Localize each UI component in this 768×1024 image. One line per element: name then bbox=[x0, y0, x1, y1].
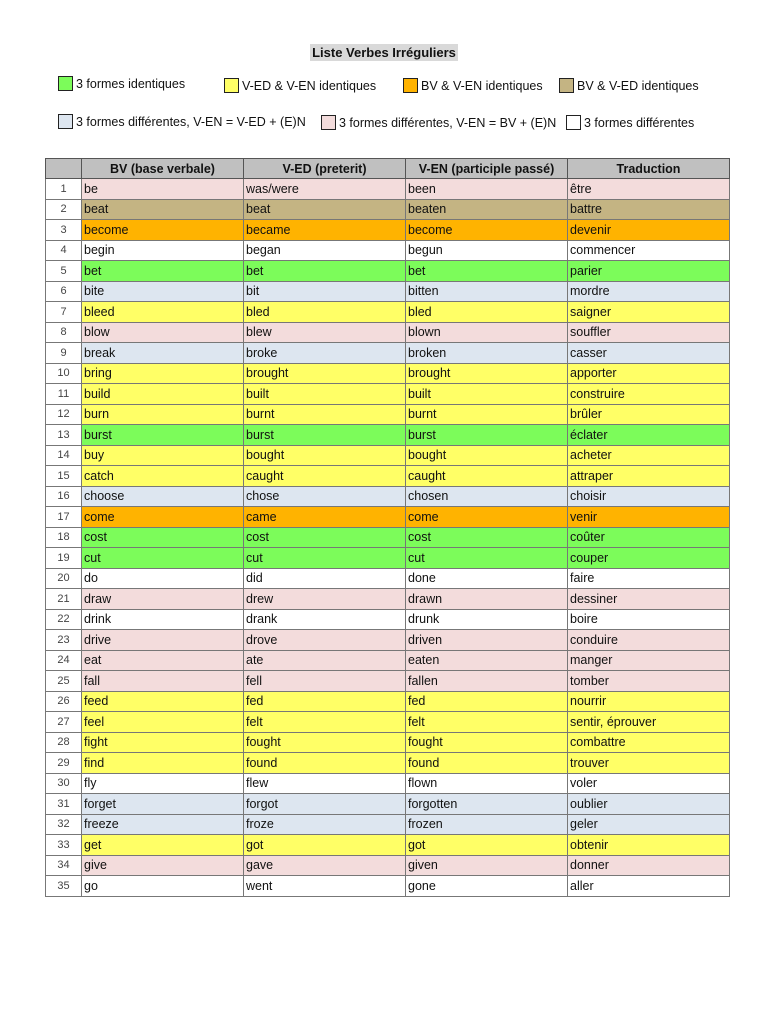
cell-ved: bet bbox=[244, 261, 406, 282]
cell-ven: drawn bbox=[406, 589, 568, 610]
row-number: 26 bbox=[46, 691, 82, 712]
cell-ved: cut bbox=[244, 548, 406, 569]
cell-ved: blew bbox=[244, 322, 406, 343]
page-title bbox=[0, 45, 768, 60]
row-number: 9 bbox=[46, 343, 82, 364]
cell-ven: bled bbox=[406, 302, 568, 323]
row-number: 27 bbox=[46, 712, 82, 733]
cell-bv: blow bbox=[82, 322, 244, 343]
cell-traduction: donner bbox=[568, 855, 730, 876]
table-row bbox=[46, 343, 730, 364]
cell-ven: begun bbox=[406, 240, 568, 261]
cell-bv: bring bbox=[82, 363, 244, 384]
table-row bbox=[46, 609, 730, 630]
cell-ven: flown bbox=[406, 773, 568, 794]
table-row bbox=[46, 363, 730, 384]
cell-ved: burst bbox=[244, 425, 406, 446]
table-row bbox=[46, 814, 730, 835]
row-number: 4 bbox=[46, 240, 82, 261]
cell-bv: burst bbox=[82, 425, 244, 446]
row-number: 1 bbox=[46, 179, 82, 200]
cell-traduction: faire bbox=[568, 568, 730, 589]
cell-ved: chose bbox=[244, 486, 406, 507]
legend-swatch bbox=[224, 78, 239, 93]
cell-ved: forgot bbox=[244, 794, 406, 815]
cell-traduction: mordre bbox=[568, 281, 730, 302]
cell-ven: chosen bbox=[406, 486, 568, 507]
legend-label: 3 formes différentes, V-EN = BV + (E)N bbox=[339, 115, 557, 130]
table-row bbox=[46, 794, 730, 815]
legend-swatch bbox=[559, 78, 574, 93]
table-row bbox=[46, 404, 730, 425]
cell-ved: did bbox=[244, 568, 406, 589]
cell-traduction: sentir, éprouver bbox=[568, 712, 730, 733]
table-row bbox=[46, 548, 730, 569]
legend-item-differentes bbox=[566, 115, 694, 130]
cell-ved: found bbox=[244, 753, 406, 774]
cell-bv: give bbox=[82, 855, 244, 876]
cell-traduction: nourrir bbox=[568, 691, 730, 712]
verbs-table bbox=[45, 158, 730, 897]
cell-ved: got bbox=[244, 835, 406, 856]
cell-bv: forget bbox=[82, 794, 244, 815]
legend-swatch bbox=[321, 115, 336, 130]
cell-ven: found bbox=[406, 753, 568, 774]
cell-ven: beaten bbox=[406, 199, 568, 220]
legend-label: 3 formes différentes bbox=[584, 115, 695, 130]
cell-ved: drank bbox=[244, 609, 406, 630]
row-number: 19 bbox=[46, 548, 82, 569]
table-row bbox=[46, 486, 730, 507]
cell-ved: cost bbox=[244, 527, 406, 548]
cell-traduction: venir bbox=[568, 507, 730, 528]
cell-traduction: construire bbox=[568, 384, 730, 405]
legend-swatch bbox=[58, 76, 73, 91]
legend-label: BV & V-ED identiques bbox=[577, 78, 699, 93]
row-number: 13 bbox=[46, 425, 82, 446]
row-number: 14 bbox=[46, 445, 82, 466]
cell-bv: do bbox=[82, 568, 244, 589]
cell-traduction: boire bbox=[568, 609, 730, 630]
table-row bbox=[46, 589, 730, 610]
cell-bv: cost bbox=[82, 527, 244, 548]
cell-ven: bought bbox=[406, 445, 568, 466]
cell-traduction: conduire bbox=[568, 630, 730, 651]
cell-traduction: attraper bbox=[568, 466, 730, 487]
cell-ven: bitten bbox=[406, 281, 568, 302]
cell-traduction: coûter bbox=[568, 527, 730, 548]
header-traduction: Traduction bbox=[568, 159, 730, 179]
cell-ved: ate bbox=[244, 650, 406, 671]
cell-bv: beat bbox=[82, 199, 244, 220]
legend-swatch bbox=[566, 115, 581, 130]
cell-traduction: battre bbox=[568, 199, 730, 220]
cell-traduction: souffler bbox=[568, 322, 730, 343]
cell-bv: buy bbox=[82, 445, 244, 466]
cell-ven: brought bbox=[406, 363, 568, 384]
row-number: 15 bbox=[46, 466, 82, 487]
cell-bv: draw bbox=[82, 589, 244, 610]
row-number: 28 bbox=[46, 732, 82, 753]
cell-ved: bought bbox=[244, 445, 406, 466]
cell-ved: was/were bbox=[244, 179, 406, 200]
cell-bv: eat bbox=[82, 650, 244, 671]
cell-bv: freeze bbox=[82, 814, 244, 835]
row-number: 33 bbox=[46, 835, 82, 856]
row-number: 21 bbox=[46, 589, 82, 610]
cell-traduction: choisir bbox=[568, 486, 730, 507]
table-row bbox=[46, 281, 730, 302]
table-row bbox=[46, 732, 730, 753]
legend-item-bv-ved-identiques bbox=[559, 78, 699, 93]
cell-ven: burnt bbox=[406, 404, 568, 425]
legend-item-differentes-bv bbox=[321, 115, 556, 130]
row-number: 7 bbox=[46, 302, 82, 323]
cell-ven: cut bbox=[406, 548, 568, 569]
cell-ved: drove bbox=[244, 630, 406, 651]
row-number: 2 bbox=[46, 199, 82, 220]
row-number: 24 bbox=[46, 650, 82, 671]
table-row bbox=[46, 855, 730, 876]
cell-ven: forgotten bbox=[406, 794, 568, 815]
table-row bbox=[46, 261, 730, 282]
cell-traduction: parier bbox=[568, 261, 730, 282]
table-row bbox=[46, 240, 730, 261]
cell-traduction: saigner bbox=[568, 302, 730, 323]
cell-ved: became bbox=[244, 220, 406, 241]
row-number: 23 bbox=[46, 630, 82, 651]
cell-bv: feel bbox=[82, 712, 244, 733]
table-row bbox=[46, 425, 730, 446]
cell-ven: cost bbox=[406, 527, 568, 548]
cell-ven: eaten bbox=[406, 650, 568, 671]
table-row bbox=[46, 630, 730, 651]
cell-bv: drink bbox=[82, 609, 244, 630]
cell-traduction: apporter bbox=[568, 363, 730, 384]
cell-ven: fed bbox=[406, 691, 568, 712]
cell-bv: drive bbox=[82, 630, 244, 651]
cell-bv: catch bbox=[82, 466, 244, 487]
table-row bbox=[46, 384, 730, 405]
cell-ven: caught bbox=[406, 466, 568, 487]
cell-traduction: trouver bbox=[568, 753, 730, 774]
cell-ven: gone bbox=[406, 876, 568, 897]
legend-label: BV & V-EN identiques bbox=[421, 78, 543, 93]
table-row bbox=[46, 322, 730, 343]
table-row bbox=[46, 691, 730, 712]
cell-ven: done bbox=[406, 568, 568, 589]
cell-traduction: combattre bbox=[568, 732, 730, 753]
cell-ved: fought bbox=[244, 732, 406, 753]
row-number: 31 bbox=[46, 794, 82, 815]
cell-bv: fall bbox=[82, 671, 244, 692]
cell-ven: bet bbox=[406, 261, 568, 282]
row-number: 22 bbox=[46, 609, 82, 630]
legend-label: 3 formes identiques bbox=[76, 76, 186, 91]
cell-ved: caught bbox=[244, 466, 406, 487]
row-number: 5 bbox=[46, 261, 82, 282]
cell-traduction: geler bbox=[568, 814, 730, 835]
cell-ven: come bbox=[406, 507, 568, 528]
cell-ved: went bbox=[244, 876, 406, 897]
cell-traduction: couper bbox=[568, 548, 730, 569]
cell-ven: blown bbox=[406, 322, 568, 343]
cell-ven: frozen bbox=[406, 814, 568, 835]
table-row bbox=[46, 568, 730, 589]
cell-ved: gave bbox=[244, 855, 406, 876]
legend-swatch bbox=[58, 114, 73, 129]
cell-traduction: oublier bbox=[568, 794, 730, 815]
row-number: 32 bbox=[46, 814, 82, 835]
table-row bbox=[46, 773, 730, 794]
cell-ved: bit bbox=[244, 281, 406, 302]
cell-traduction: brûler bbox=[568, 404, 730, 425]
cell-traduction: manger bbox=[568, 650, 730, 671]
cell-ven: felt bbox=[406, 712, 568, 733]
cell-ved: beat bbox=[244, 199, 406, 220]
row-number: 10 bbox=[46, 363, 82, 384]
table-body bbox=[46, 179, 730, 897]
cell-bv: find bbox=[82, 753, 244, 774]
cell-bv: be bbox=[82, 179, 244, 200]
cell-traduction: dessiner bbox=[568, 589, 730, 610]
cell-traduction: devenir bbox=[568, 220, 730, 241]
row-number: 11 bbox=[46, 384, 82, 405]
table-row bbox=[46, 179, 730, 200]
legend-item-bv-ven-identiques bbox=[403, 78, 543, 93]
row-number: 3 bbox=[46, 220, 82, 241]
cell-bv: begin bbox=[82, 240, 244, 261]
cell-bv: cut bbox=[82, 548, 244, 569]
cell-bv: feed bbox=[82, 691, 244, 712]
row-number: 12 bbox=[46, 404, 82, 425]
table-row bbox=[46, 199, 730, 220]
table-row bbox=[46, 650, 730, 671]
cell-ved: burnt bbox=[244, 404, 406, 425]
cell-traduction: voler bbox=[568, 773, 730, 794]
row-number: 20 bbox=[46, 568, 82, 589]
table-row bbox=[46, 753, 730, 774]
row-number: 25 bbox=[46, 671, 82, 692]
cell-bv: bleed bbox=[82, 302, 244, 323]
table-row bbox=[46, 302, 730, 323]
row-number: 18 bbox=[46, 527, 82, 548]
cell-ved: flew bbox=[244, 773, 406, 794]
header-number bbox=[46, 159, 82, 179]
table-row bbox=[46, 671, 730, 692]
cell-bv: bite bbox=[82, 281, 244, 302]
row-number: 34 bbox=[46, 855, 82, 876]
row-number: 8 bbox=[46, 322, 82, 343]
row-number: 29 bbox=[46, 753, 82, 774]
row-number: 6 bbox=[46, 281, 82, 302]
header-bv: BV (base verbale) bbox=[82, 159, 244, 179]
header-ved: V-ED (preterit) bbox=[244, 159, 406, 179]
legend-item-differentes-ved bbox=[58, 114, 306, 129]
cell-ven: got bbox=[406, 835, 568, 856]
table-header-row bbox=[46, 159, 730, 179]
cell-ven: fallen bbox=[406, 671, 568, 692]
cell-ven: built bbox=[406, 384, 568, 405]
cell-traduction: aller bbox=[568, 876, 730, 897]
table-row bbox=[46, 712, 730, 733]
table-row bbox=[46, 876, 730, 897]
row-number: 17 bbox=[46, 507, 82, 528]
cell-bv: bet bbox=[82, 261, 244, 282]
cell-bv: fly bbox=[82, 773, 244, 794]
cell-bv: choose bbox=[82, 486, 244, 507]
cell-bv: burn bbox=[82, 404, 244, 425]
cell-ved: drew bbox=[244, 589, 406, 610]
table-row bbox=[46, 445, 730, 466]
cell-traduction: éclater bbox=[568, 425, 730, 446]
legend-label: 3 formes différentes, V-EN = V-ED + (E)N bbox=[76, 114, 306, 129]
cell-ven: fought bbox=[406, 732, 568, 753]
legend-item-ved-ven-identiques bbox=[224, 78, 376, 93]
cell-ved: fell bbox=[244, 671, 406, 692]
cell-ved: built bbox=[244, 384, 406, 405]
legend-swatch bbox=[403, 78, 418, 93]
cell-traduction: tomber bbox=[568, 671, 730, 692]
cell-ven: broken bbox=[406, 343, 568, 364]
table-row bbox=[46, 835, 730, 856]
header-ven: V-EN (participle passé) bbox=[406, 159, 568, 179]
legend-label: V-ED & V-EN identiques bbox=[242, 78, 377, 93]
cell-ven: drunk bbox=[406, 609, 568, 630]
cell-traduction: commencer bbox=[568, 240, 730, 261]
cell-traduction: acheter bbox=[568, 445, 730, 466]
row-number: 30 bbox=[46, 773, 82, 794]
cell-ved: came bbox=[244, 507, 406, 528]
cell-bv: become bbox=[82, 220, 244, 241]
cell-traduction: obtenir bbox=[568, 835, 730, 856]
table-row bbox=[46, 220, 730, 241]
cell-ved: brought bbox=[244, 363, 406, 384]
table-row bbox=[46, 507, 730, 528]
cell-ven: become bbox=[406, 220, 568, 241]
cell-ved: broke bbox=[244, 343, 406, 364]
cell-bv: fight bbox=[82, 732, 244, 753]
table-row bbox=[46, 527, 730, 548]
table-row bbox=[46, 466, 730, 487]
cell-ved: bled bbox=[244, 302, 406, 323]
row-number: 35 bbox=[46, 876, 82, 897]
cell-ven: driven bbox=[406, 630, 568, 651]
cell-ven: been bbox=[406, 179, 568, 200]
page-title-text: Liste Verbes Irréguliers bbox=[312, 45, 456, 60]
cell-ved: began bbox=[244, 240, 406, 261]
cell-bv: go bbox=[82, 876, 244, 897]
cell-traduction: être bbox=[568, 179, 730, 200]
cell-ven: burst bbox=[406, 425, 568, 446]
cell-ved: felt bbox=[244, 712, 406, 733]
cell-bv: break bbox=[82, 343, 244, 364]
cell-ven: given bbox=[406, 855, 568, 876]
cell-bv: get bbox=[82, 835, 244, 856]
legend-item-3-identiques bbox=[58, 76, 185, 91]
cell-ved: fed bbox=[244, 691, 406, 712]
row-number: 16 bbox=[46, 486, 82, 507]
cell-ved: froze bbox=[244, 814, 406, 835]
cell-traduction: casser bbox=[568, 343, 730, 364]
cell-bv: build bbox=[82, 384, 244, 405]
cell-bv: come bbox=[82, 507, 244, 528]
